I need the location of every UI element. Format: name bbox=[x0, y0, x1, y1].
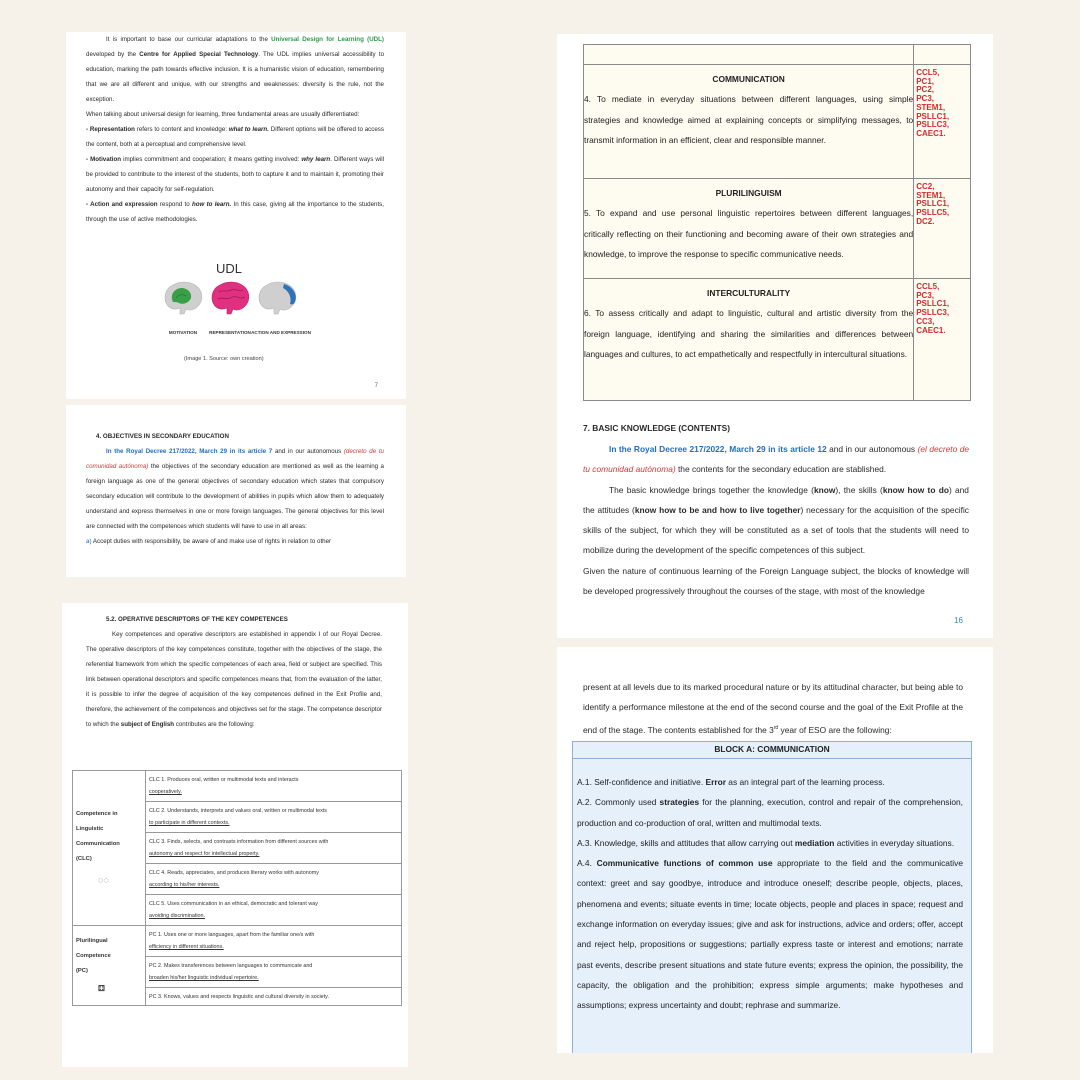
udl-intro-b: developed by the bbox=[86, 51, 140, 58]
code: PC1, bbox=[916, 76, 934, 86]
udl-intro-c: . The UDL implies universal accessibility to education, marking the path towards effective inclusion. It is a humanistic vision of education, remembering that we are all different and unique, with our strengths and weaknesses: diversity is the rule, not the exception. bbox=[86, 51, 385, 103]
section-heading: 7. BASIC KNOWLEDGE (CONTENTS) bbox=[583, 423, 731, 433]
competence-cell bbox=[584, 179, 914, 279]
motivation-text-b: . Different ways will be provided to contribute to the interest of the students, both to capture it and to maintain it, promoting their autonomy and their capacity for self-regulation. bbox=[86, 156, 384, 193]
descriptor-line: PC 1. Uses one or more languages, apart from the familiar one/s with bbox=[149, 932, 315, 938]
descriptor-line: CLC 4. Reads, appreciates, and produces literary works with autonomy bbox=[149, 870, 319, 876]
brain-motivation-icon bbox=[162, 280, 204, 316]
knowledge-term: know bbox=[813, 484, 836, 495]
competence-text: 5. To expand and use personal linguistic repertoires between different languages, critically reflecting on their functioning and becoming aware of their own strategies and knowledge, to improve the response to specific communicative needs. bbox=[584, 208, 914, 259]
centre-name: Centre for Applied Special Technology bbox=[139, 51, 259, 58]
item-a3 bbox=[577, 833, 963, 853]
descriptor-cell bbox=[146, 864, 402, 895]
descriptor-line: to participate in different contexts. bbox=[149, 820, 230, 826]
competence-title: INTERCULTURALITY bbox=[707, 288, 791, 298]
objectives-text-a: and in our autonomous bbox=[272, 448, 344, 455]
contents-text-a: and in our autonomous bbox=[826, 444, 918, 454]
item-text: activities in everyday situations. bbox=[834, 837, 955, 848]
codes-cell bbox=[914, 179, 971, 279]
item-text: as an integral part of the learning process. bbox=[725, 777, 885, 787]
descriptor-line: CLC 3. Finds, selects, and contrasts information from different sources with bbox=[149, 839, 329, 845]
page-objectives bbox=[66, 405, 406, 577]
code: STEM1, bbox=[916, 190, 946, 200]
decree-autonomous: (el decreto de tu comunidad autónoma) bbox=[583, 444, 970, 475]
block-a-box bbox=[572, 741, 972, 1053]
page-block-a bbox=[557, 647, 993, 1053]
item-a2 bbox=[577, 792, 963, 833]
code: PSLLC1, bbox=[916, 199, 950, 209]
item-letter: a) bbox=[86, 538, 92, 545]
descriptor-line: avoiding discrimination. bbox=[149, 913, 206, 919]
competence-name-pc bbox=[73, 926, 146, 1006]
codes-cell bbox=[914, 65, 971, 179]
competence-line: Linguistic bbox=[76, 825, 104, 832]
page-number: 7 bbox=[374, 383, 378, 389]
competence-table bbox=[72, 770, 402, 1006]
competence-name-clc bbox=[73, 771, 146, 926]
continuous-learning-text: Given the nature of continuous learning of the Foreign Language subject, the blocks of knowledge will be developed progressively throughout the courses of the stage, with most of the knowledge bbox=[583, 565, 969, 597]
descriptor-line: CLC 5. Uses communication in an ethical, democratic and tolerant way bbox=[149, 901, 318, 907]
item-keyword: mediation bbox=[794, 837, 835, 848]
competence-line: Plurilingual bbox=[76, 937, 108, 944]
table-row bbox=[73, 771, 402, 802]
descriptor-line: according to his/her interests. bbox=[149, 882, 220, 888]
action-term: - Action and expression bbox=[86, 201, 158, 208]
competence-line: Communication bbox=[76, 840, 120, 847]
code: CCL5, bbox=[916, 282, 940, 291]
contents-text-b: the contents for the secondary education are stablished. bbox=[675, 464, 887, 475]
descriptor-cell bbox=[146, 988, 402, 1006]
code: STEM1, bbox=[916, 102, 946, 112]
motivation-text-a: implies commitment and cooperation; it means getting involved: bbox=[121, 156, 302, 163]
item-text: for the planning, execution, control and repair of the comprehension, production and co-production of oral, written and multimodal texts. bbox=[577, 797, 963, 828]
decree-autonomous: (decreto de tu comunidad autónoma) bbox=[86, 448, 384, 470]
knowledge-text-b: ), the skills ( bbox=[835, 484, 883, 495]
section-heading: 5.2. OPERATIVE DESCRIPTORS OF THE KEY COMPETENCES bbox=[106, 616, 288, 623]
competence-text: 6. To assess critically and adapt to linguistic, cultural and artistic diversity from the foreign language, identifying and sharing the similarities and differences between languages and cultures, to act empathetically and respectfully in intercultural situations. bbox=[584, 308, 914, 359]
descriptors-text-b: contributes are the following: bbox=[174, 721, 255, 728]
codes-cell bbox=[914, 279, 971, 401]
item-text: A.1. Self-confidence and initiative. bbox=[577, 777, 706, 787]
brain-label-action: ACTION AND EXPRESSION bbox=[251, 330, 311, 335]
table-row bbox=[584, 279, 971, 401]
competence-line: (CLC) bbox=[76, 855, 92, 862]
skills-term: know how to do bbox=[882, 484, 949, 495]
descriptor-cell bbox=[146, 771, 402, 802]
competence-line: Competence in bbox=[76, 810, 118, 817]
item-text: A.2. Commonly used bbox=[577, 797, 660, 808]
glasses-icon: ◌◌ bbox=[98, 874, 109, 885]
areas-text: When talking about universal design for learning, three fundamental areas are usually differentiated: bbox=[86, 111, 360, 118]
table-row bbox=[584, 65, 971, 179]
brain-representation-icon bbox=[209, 280, 251, 316]
page-number: 16 bbox=[954, 616, 963, 625]
code: PC3, bbox=[916, 290, 934, 300]
descriptor-cell bbox=[146, 957, 402, 988]
code: PSLLC3, bbox=[916, 120, 950, 130]
item-keyword: strategies bbox=[659, 797, 700, 808]
competence-line: Competence bbox=[76, 952, 111, 959]
competence-title: PLURILINGUISM bbox=[715, 188, 782, 198]
subject-name: subject of English bbox=[120, 721, 175, 728]
table-row bbox=[584, 45, 971, 65]
dice-icon: ⚃ bbox=[98, 983, 105, 993]
action-question: how to learn. bbox=[191, 201, 232, 208]
code: CC2, bbox=[916, 182, 935, 191]
code: PC2, bbox=[916, 85, 934, 95]
section-heading: 4. OBJECTIVES IN SECONDARY EDUCATION bbox=[96, 433, 229, 440]
item-text: appropriate to the field and the communicative context: greet and say goodbye, introduce and introduce oneself; describe people, objects, places, phenomena and events; situate events in time; locate objects, people and places in space; request and exchange information on everyday issues; give and ask for instructions, advice and orders; offer, accept and reject help, propositions or suggestions; partially express taste or interest and emotions; narrate past events, describe present situations and state future events; express the opinion, the possibility, the capacity, the obligation and the prohibition; express simple arguments; make hypotheses and assumptions; express uncertainty and doubt; rephrase and summarize. bbox=[577, 858, 963, 1011]
code: PSLLC5, bbox=[916, 208, 950, 218]
descriptor-line: cooperatively. bbox=[149, 789, 182, 795]
image-caption: (Image 1. Source: own creation) bbox=[184, 356, 264, 362]
representation-question: what to learn. bbox=[228, 126, 269, 133]
descriptor-line: autonomy and respect for intellectual property. bbox=[149, 851, 260, 857]
item-keyword: Communicative functions of common use bbox=[596, 858, 773, 869]
udl-title: UDL bbox=[216, 261, 243, 276]
block-title: BLOCK A: COMMUNICATION bbox=[573, 742, 971, 759]
udl-link: Universal Design for Learning bbox=[271, 36, 364, 43]
knowledge-text-d: ) necessary for the acquisition of the specific skills of the subject, for which they will be constituted as a set of tools that the students will need to mobilize during the development of the specific competences of this subject. bbox=[583, 504, 969, 556]
empty-cell bbox=[584, 45, 914, 65]
representation-term: - Representation bbox=[86, 126, 135, 133]
code: PSLLC3, bbox=[916, 308, 950, 318]
descriptor-line: CLC 1. Produces oral, written or multimodal texts and interacts bbox=[149, 777, 299, 783]
code: PSLLC1, bbox=[916, 111, 950, 121]
brain-label-representation: REPRESENTATION bbox=[209, 330, 251, 335]
item-a-text: Accept duties with responsibility, be aware of and make use of rights in relation to other bbox=[91, 538, 332, 545]
action-text-b: In this case, giving all the importance to the students, through the use of active methodologies. bbox=[86, 201, 384, 223]
descriptor-cell bbox=[146, 895, 402, 926]
contents-intro-b: year of ESO are the following: bbox=[778, 724, 892, 735]
item-text: A.3. Knowledge, skills and attitudes that allow carrying out bbox=[577, 837, 795, 848]
attitudes-term: know how to be and how to live together bbox=[634, 504, 801, 515]
descriptor-line: PC 3. Knows, values and respects linguistic and cultural diversity in society. bbox=[149, 994, 329, 1000]
action-text-a: respond to bbox=[157, 201, 192, 208]
motivation-question: why learn bbox=[301, 156, 331, 163]
descriptor-line: broaden his/her linguistic individual repertoire. bbox=[149, 975, 259, 981]
table-row bbox=[73, 926, 402, 957]
item-keyword: Error bbox=[705, 777, 726, 787]
descriptor-cell bbox=[146, 926, 402, 957]
competence-cell bbox=[584, 279, 914, 401]
descriptors-text-a: Key competences and operative descriptors are established in appendix I of our Royal Decree. The operative descriptors of the key competences constitute, together with the objectives of the stage, the referential framework from which the specific competences of each area, field or subject are specified. This link between operational descriptors and specific competences means that, from the evaluation of the latter, it is possible to infer the degree of acquisition of the key competences defined in the Exit Profile and, therefore, the achievement of the competences and objectives set for the stage. The competence descriptor to which the bbox=[86, 631, 382, 728]
table-row bbox=[584, 179, 971, 279]
contents-intro-a: present at all levels due to its marked procedural nature or by its attitudinal character, but being able to identify a performance milestone at the end of the second course and the goal of the Exit Profile at the end of the stage. The contents established for the 3 bbox=[583, 682, 963, 735]
item-text: A.4. bbox=[577, 858, 597, 869]
code: PSLLC1, bbox=[916, 299, 950, 309]
code: CAEC1. bbox=[916, 128, 946, 138]
descriptor-cell bbox=[146, 833, 402, 864]
empty-cell bbox=[914, 45, 971, 65]
code: CAEC1. bbox=[916, 325, 946, 335]
knowledge-text-c: ) and the attitudes ( bbox=[583, 484, 969, 515]
objectives-text-b: the objectives of the secondary education are mentioned as well as the learning a foreign language as one of the general objectives of secondary education which states that compulsory secondary education will contribute to the development of abilities in pupils which allow them to adequately understand and express themselves in one or more foreign languages. The general objectives for this level are connected with the competences which students will have to use in all areas: bbox=[86, 463, 385, 530]
page-specific-competences bbox=[557, 34, 993, 638]
knowledge-text-a: The basic knowledge brings together the knowledge ( bbox=[609, 484, 814, 495]
udl-intro-a: It is important to base our curricular adaptations to the bbox=[106, 36, 272, 43]
code: PC3, bbox=[916, 94, 934, 104]
udl-abbr: (UDL) bbox=[367, 36, 384, 43]
decree-reference: In the Royal Decree 217/2022, March 29 in its article 12 bbox=[609, 444, 827, 454]
competence-cell bbox=[584, 65, 914, 179]
ordinal-suffix: rd bbox=[773, 724, 779, 731]
specific-competence-table bbox=[583, 44, 971, 401]
motivation-term: - Motivation bbox=[86, 156, 122, 163]
descriptor-line: CLC 2. Understands, interprets and values oral, written or multimodal texts bbox=[149, 808, 327, 814]
page-udl bbox=[66, 32, 406, 399]
item-a4 bbox=[577, 853, 963, 1015]
competence-title: COMMUNICATION bbox=[712, 74, 785, 84]
brain-action-icon bbox=[256, 280, 298, 316]
code: DC2. bbox=[916, 216, 935, 226]
code: CCL5, bbox=[916, 68, 940, 77]
competence-line: (PC) bbox=[76, 967, 88, 974]
descriptor-line: efficiency in different situations. bbox=[149, 944, 224, 950]
descriptor-cell bbox=[146, 802, 402, 833]
representation-text-b: Different options will be offered to access the content, both at a perceptual and comprehensive level. bbox=[86, 126, 384, 148]
descriptor-line: PC 2. Makes transferences between languages to communicate and bbox=[149, 963, 313, 969]
decree-reference: In the Royal Decree 217/2022, March 29 in its article 7 bbox=[106, 448, 273, 455]
brain-label-motivation: MOTIVATION bbox=[168, 330, 198, 335]
competence-text: 4. To mediate in everyday situations between different languages, using simple strategies and knowledge aimed at explaining concepts or simplifying messages, to transmit information in an efficient, clear and responsible manner. bbox=[584, 94, 914, 145]
item-a1 bbox=[577, 772, 963, 792]
representation-text-a: refers to content and knowledge: bbox=[134, 126, 229, 133]
page-descriptors bbox=[62, 603, 408, 1067]
code: CC3, bbox=[916, 316, 935, 326]
